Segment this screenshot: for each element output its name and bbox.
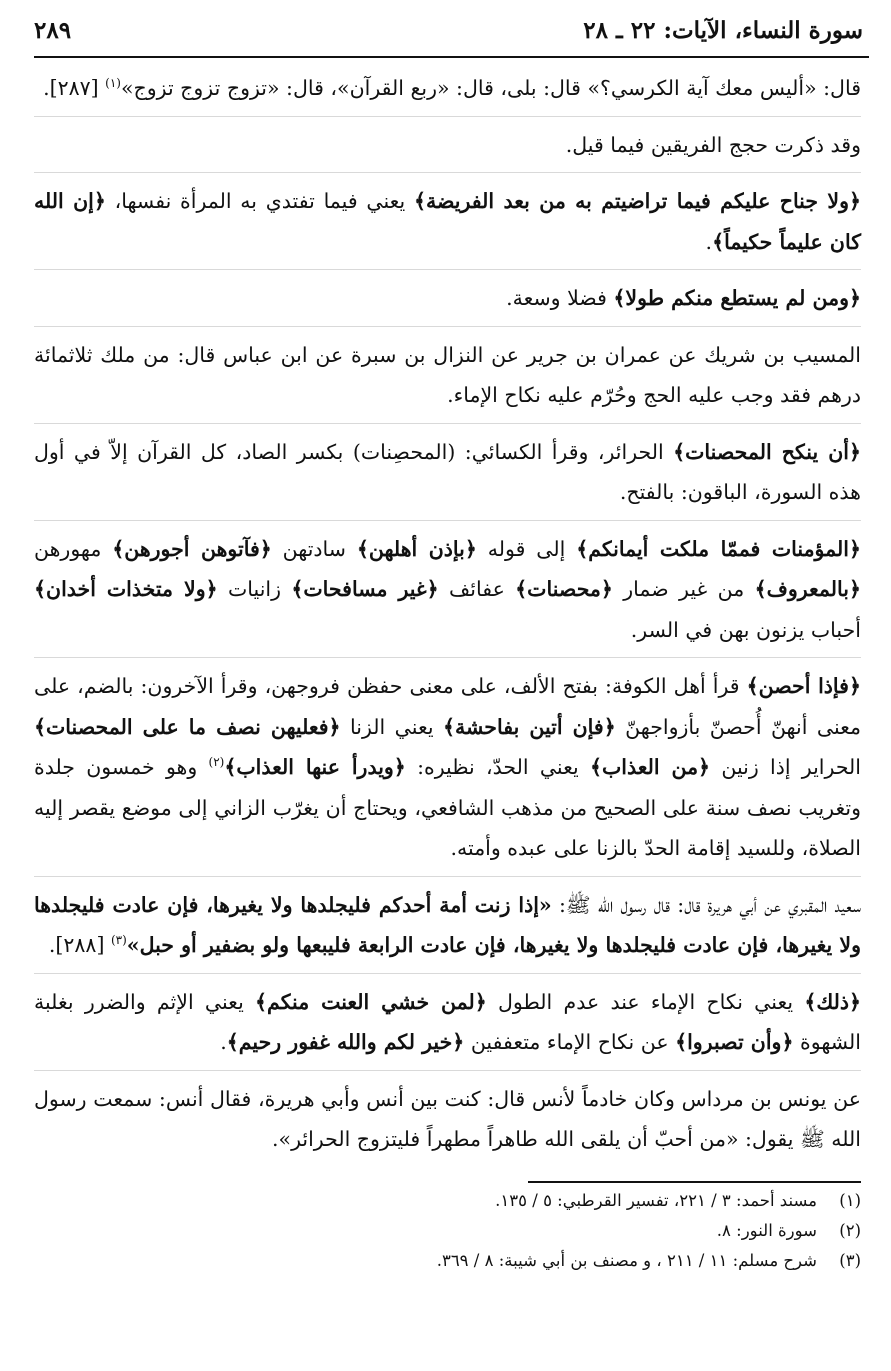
para-text: الحراير إذا زنين <box>710 755 861 779</box>
para-text: زانيات <box>217 577 292 601</box>
para-text: . <box>705 229 713 254</box>
verse-quote: ﴿فإن أتين بفاحشة﴾ <box>442 714 616 739</box>
verse-quote: ﴿بالمعروف﴾ <box>754 577 861 601</box>
para-text: . <box>220 1030 227 1054</box>
para-text: سعيد المقبري عن أبي هريرة قال: قال رسول الله ﷺ: <box>551 892 861 917</box>
header-rule <box>34 56 869 58</box>
footnote-text: شرح مسلم: ١١ / ٢١١ ، و مصنف بن أبي شيبة: ٨ / ٣٦٩. <box>436 1251 817 1270</box>
paragraph-3 <box>34 181 861 270</box>
verse-quote: ﴿ذلك﴾ <box>804 989 861 1014</box>
paragraph-7 <box>34 529 861 659</box>
footnote-number: (٢) <box>839 1221 861 1240</box>
footnote-1 <box>34 1186 861 1216</box>
verse-quote: ﴿ولا متخذات أخدان﴾ <box>34 577 218 601</box>
hadith-quote: «إذا زنت أمة أحدكم فليجلدها ولا يغيرها، فإن عادت فليجلدها ولا يغيرها، فإن عادت فليجلدها ولا يغيرها، فإن عادت الرابعة فليبعها ولو بضفير أو حبل» <box>34 892 861 957</box>
para-text: من غير ضمار <box>612 577 755 601</box>
footnote-text: مسند أحمد: ٣ / ٢٢١، تفسير القرطبي: ٥ / ١٣٥. <box>495 1191 817 1210</box>
verse-quote: ﴿ويدرأ عنها العذاب﴾ <box>224 755 406 779</box>
para-text: يعني الإثم والضرر بغلبة الشهوة <box>34 989 861 1054</box>
footnote-number: (١) <box>839 1191 861 1210</box>
para-text: يعني نكاح الإماء عند عدم الطول <box>486 989 805 1014</box>
para-text: عن نكاح الإماء متعففين <box>464 1030 676 1054</box>
para-text: وهو خمسون جلدة وتغريب نصف سنة على الصحيح من مذهب الشافعي، ويحتاج أن يغرّب الزاني إلى موضع يقصر إليه الصلاة، وللسيد إقامة الحدّ بالزنا على عبده وأمته. <box>34 755 861 860</box>
verse-quote: ﴿بإذن أهلهن﴾ <box>356 536 477 561</box>
paragraph-5 <box>34 335 861 424</box>
para-text: الحرائر، وقرأ الكسائي: (المحصِنات) بكسر الصاد، كل القرآن إلاّ في أول هذه السورة، الباقون: بالفتح. <box>34 439 861 504</box>
footnote-3 <box>34 1246 861 1276</box>
para-text: يعني الزنا <box>340 714 443 739</box>
verse-quote: ﴿لمن خشي العنت منكم﴾ <box>255 989 487 1014</box>
footnote-ref: (٢) <box>208 755 225 770</box>
para-text: المسيب بن شريك عن عمران بن جرير عن النزال بن سبرة عن ابن عباس قال: من ملك ثلاثمائة درهم فقد وجب عليه الحج وحُرّم عليه نكاح الإماء. <box>34 342 861 407</box>
para-text: يعني الحدّ، نظيره: <box>405 755 590 779</box>
verse-quote: ﴿وأن تصبروا﴾ <box>675 1030 794 1054</box>
para-text: فضلا وسعة. <box>506 286 614 310</box>
para-text: [٢٨٧]. <box>43 76 106 100</box>
body-text <box>34 68 861 1175</box>
para-text: قرأ أهل الكوفة: بفتح الألف، على معنى حفظن فروجهن، وقرأ الآخرون: بالضم، على معنى أنهنّ أُحصنّ بأزواجهنّ <box>34 674 861 739</box>
verse-quote: ﴿من العذاب﴾ <box>589 755 711 779</box>
verse-quote: ﴿غير مسافحات﴾ <box>291 577 439 601</box>
paragraph-10 <box>34 982 861 1071</box>
footnote-ref: (٣) <box>110 933 127 948</box>
verse-quote: ﴿محصنات﴾ <box>515 577 613 601</box>
para-text: يعني فيما تفتدي به المرأة نفسها، <box>105 189 415 213</box>
para-text: عفائف <box>438 577 516 601</box>
footnote-rule <box>528 1181 861 1183</box>
surah-heading: سورة النساء، الآيات: ٢٢ ـ ٢٨ <box>583 16 863 44</box>
footnote-number: (٣) <box>839 1251 861 1270</box>
para-text: قال: «أليس معك آية الكرسي؟» قال: بلى، قال: «ربع القرآن»، قال: «تزوج تزوج تزوج» <box>120 76 861 100</box>
verse-quote: ﴿ولا جناح عليكم فيما تراضيتم به من بعد الفريضة﴾ <box>414 189 862 213</box>
para-text: مهورهن <box>34 536 113 561</box>
verse-quote: ﴿فآتوهن أجورهن﴾ <box>112 536 272 561</box>
footnote-ref: (١) <box>105 76 121 91</box>
paragraph-11 <box>34 1079 861 1167</box>
paragraph-4 <box>34 278 861 327</box>
verse-quote: ﴿المؤمنات فممّا ملكت أيمانكم﴾ <box>576 536 861 561</box>
verse-quote: ﴿فإذا أحصن﴾ <box>746 674 861 698</box>
para-text: وقد ذكرت حجج الفريقين فيما قيل. <box>565 132 861 157</box>
paragraph-8 <box>34 666 861 877</box>
footnote-text: سورة النور: ٨. <box>716 1221 817 1240</box>
page-number: ٢٨٩ <box>34 16 72 44</box>
para-text: [٢٨٨]. <box>48 933 111 957</box>
para-text: عن يونس بن مرداس وكان خادماً لأنس قال: كنت بين أنس وأبي هريرة، فقال أنس: سمعت رسول الله ﷺ يقول: «من أحبّ أن يلقى الله طاهراً مطهراً فليتزوج الحرائر». <box>34 1086 861 1151</box>
footnote-2 <box>34 1216 861 1246</box>
verse-quote: ﴿إن الله كان عليماً حكيماً﴾ <box>34 189 861 254</box>
footnotes <box>34 1186 861 1276</box>
running-header <box>34 10 863 50</box>
verse-quote: ﴿خير لكم والله غفور رحيم﴾ <box>226 1030 465 1054</box>
paragraph-6 <box>34 432 861 521</box>
paragraph-2 <box>34 125 861 174</box>
verse-quote: ﴿ومن لم يستطع منكم طولا﴾ <box>613 286 861 310</box>
paragraph-9 <box>34 885 861 974</box>
verse-quote: ﴿أن ينكح المحصنات﴾ <box>673 439 861 464</box>
verse-quote: ﴿فعليهن نصف ما على المحصنات﴾ <box>34 714 341 739</box>
paragraph-1 <box>34 68 861 117</box>
para-text: سادتهن <box>271 536 357 561</box>
para-text: إلى قوله <box>476 536 577 561</box>
para-text: أحباب يزنون بهن في السر. <box>630 617 861 642</box>
